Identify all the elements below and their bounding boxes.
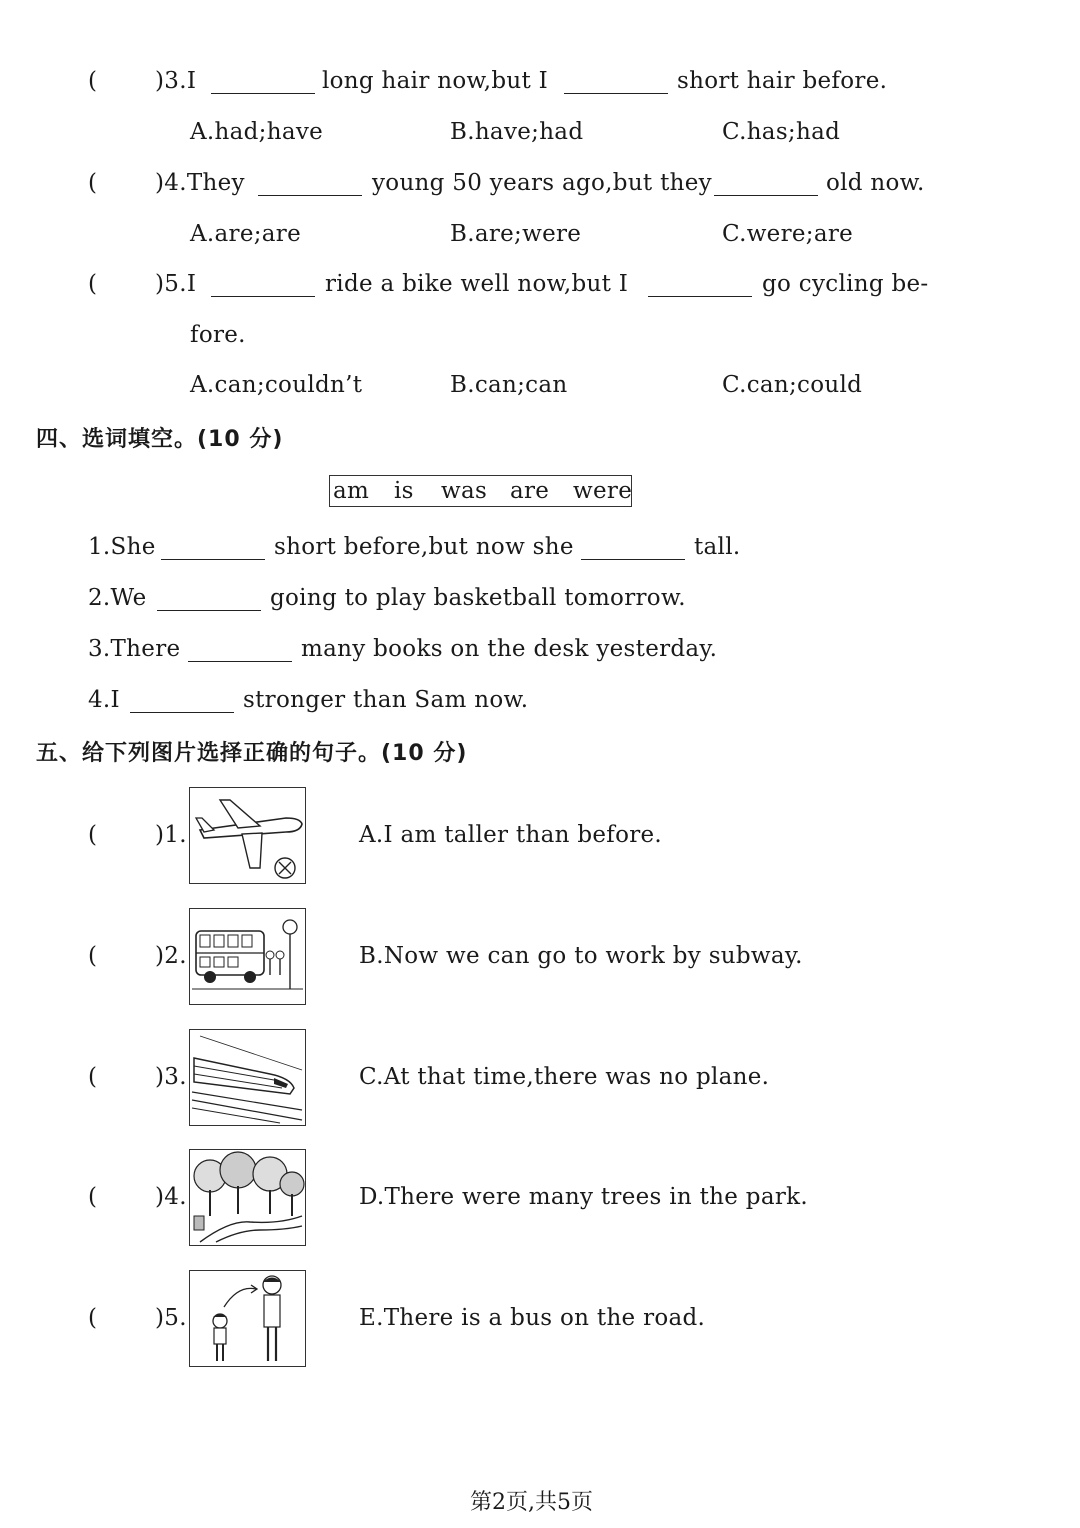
sentence-option: A.I am taller than before.	[359, 822, 663, 848]
word-was: was	[441, 478, 488, 504]
sentence-option: B.Now we can go to work by subway.	[359, 943, 803, 969]
question-number: )4.	[155, 1184, 187, 1210]
question-text: young 50 years ago,but they	[372, 170, 712, 196]
item-text: short before,but now she	[274, 534, 574, 560]
answer-blank[interactable]	[714, 175, 818, 196]
item-text: going to play basketball tomorrow.	[270, 585, 686, 611]
answer-blank[interactable]	[130, 692, 234, 713]
question-number: )5.I	[155, 271, 197, 297]
item-number: 1.She	[88, 534, 156, 560]
answer-paren-open[interactable]: (	[88, 822, 98, 848]
answer-paren-open[interactable]: (	[88, 68, 98, 94]
answer-blank[interactable]	[211, 276, 315, 297]
answer-blank[interactable]	[258, 175, 362, 196]
option-b: B.are;were	[450, 221, 582, 247]
section-5-title: 五、给下列图片选择正确的句子。(10 分)	[36, 741, 468, 766]
question-number: )1.	[155, 822, 187, 848]
train-picture	[189, 1029, 306, 1126]
airplane-icon	[190, 788, 305, 883]
item-number: 3.There	[88, 636, 181, 662]
sentence-option: C.At that time,there was no plane.	[359, 1064, 770, 1090]
page-footer: 第2页,共5页	[470, 1490, 593, 1515]
question-text: ride a bike well now,but I	[325, 271, 629, 297]
answer-blank[interactable]	[648, 276, 752, 297]
option-b: B.have;had	[450, 119, 584, 145]
question-text-continued: fore.	[190, 322, 246, 348]
question-number: )5.	[155, 1305, 187, 1331]
airplane-picture	[189, 787, 306, 884]
option-c: C.can;could	[722, 372, 863, 398]
train-icon	[190, 1030, 305, 1125]
question-number: )2.	[155, 943, 187, 969]
boy-grows-icon	[190, 1271, 305, 1366]
question-number: )4.They	[155, 170, 245, 196]
option-b: B.can;can	[450, 372, 568, 398]
answer-paren-open[interactable]: (	[88, 1184, 98, 1210]
answer-blank[interactable]	[161, 539, 265, 560]
question-text: short hair before.	[677, 68, 888, 94]
question-text: long hair now,but I	[322, 68, 549, 94]
option-c: C.has;had	[722, 119, 841, 145]
word-were: were	[573, 478, 633, 504]
item-text: many books on the desk yesterday.	[301, 636, 718, 662]
answer-blank[interactable]	[157, 590, 261, 611]
growing-boy-picture	[189, 1270, 306, 1367]
answer-paren-open[interactable]: (	[88, 271, 98, 297]
bus-picture	[189, 908, 306, 1005]
trees-icon	[190, 1150, 305, 1245]
option-a: A.are;are	[190, 221, 302, 247]
item-number: 4.I	[88, 687, 120, 713]
word-are: are	[510, 478, 550, 504]
park-picture	[189, 1149, 306, 1246]
sentence-option: D.There were many trees in the park.	[359, 1184, 808, 1210]
answer-blank[interactable]	[188, 641, 292, 662]
question-text: old now.	[826, 170, 925, 196]
word-is: is	[394, 478, 414, 504]
item-text: tall.	[694, 534, 741, 560]
answer-paren-open[interactable]: (	[88, 1305, 98, 1331]
bus-icon	[190, 909, 305, 1004]
answer-blank[interactable]	[581, 539, 685, 560]
item-number: 2.We	[88, 585, 147, 611]
option-a: A.can;couldn’t	[190, 372, 363, 398]
answer-blank[interactable]	[211, 73, 315, 94]
sentence-option: E.There is a bus on the road.	[359, 1305, 706, 1331]
word-box	[329, 475, 632, 507]
answer-paren-open[interactable]: (	[88, 170, 98, 196]
option-a: A.had;have	[190, 119, 324, 145]
question-number: )3.	[155, 1064, 187, 1090]
item-text: stronger than Sam now.	[243, 687, 529, 713]
section-4-title: 四、选词填空。(10 分)	[36, 427, 284, 452]
answer-paren-open[interactable]: (	[88, 943, 98, 969]
question-number: )3.I	[155, 68, 197, 94]
question-text: go cycling be-	[762, 271, 929, 297]
option-c: C.were;are	[722, 221, 854, 247]
answer-paren-open[interactable]: (	[88, 1064, 98, 1090]
answer-blank[interactable]	[564, 73, 668, 94]
word-am: am	[333, 478, 370, 504]
